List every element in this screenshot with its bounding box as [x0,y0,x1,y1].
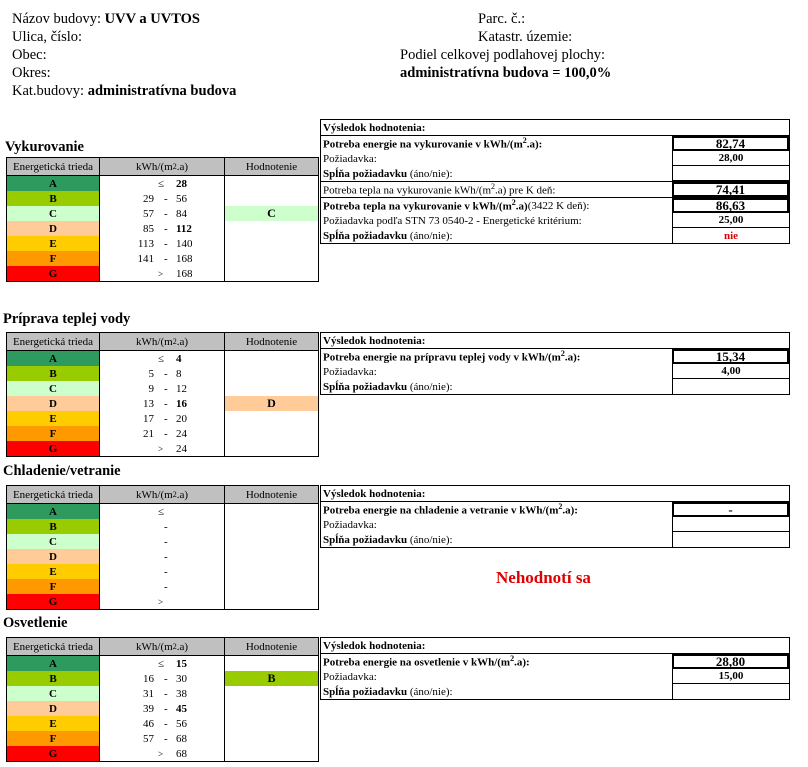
range-cell [100,579,224,594]
range-high: 8 [176,367,182,380]
range-low: 85 [143,222,154,235]
result-row [321,166,789,181]
not-rated-notice: Nehodnotí sa [496,568,591,587]
range-cell [100,266,224,281]
result-label [321,213,672,228]
range-dash: - [164,550,168,563]
result-row [321,348,789,364]
range-high: 16 [176,397,187,410]
result-label [321,654,672,669]
result-value: 28,00 [672,151,789,166]
result-label: Potreba tepla na vykurovanie v kWh/$(m^2.a)$ (3422 K deň): [323,198,590,213]
rating-cell [225,266,318,281]
class-table-header [7,486,318,504]
rating-cell [225,251,318,266]
district-label: Okres: [12,65,51,81]
rating-cell [225,519,318,534]
range-column [100,656,225,761]
result-label [321,228,672,243]
range-low: 17 [143,412,154,425]
result-value: 15,00 [672,669,789,684]
rating-column [225,504,318,609]
range-column [100,504,225,609]
class-cell-f: F [7,731,99,746]
class-cell-d: D [7,396,99,411]
range-low: 141 [137,252,154,265]
rating-cell [225,426,318,441]
range-cell [100,191,224,206]
header-unit: kWh/(m 2 .a) [100,638,225,655]
range-dash: - [164,687,168,700]
result-row [321,379,789,394]
range-dash: - [164,702,168,715]
energy-class-table [6,637,319,762]
result-row [321,197,789,213]
range-high: 45 [176,702,187,715]
range-cell [100,221,224,236]
result-label-text: Požiadavka: [323,365,377,378]
result-header: Výsledok hodnotenia: [323,639,426,652]
class-cell-f: F [7,251,99,266]
header-class: Energetická trieda [7,158,100,175]
range-dash: - [164,367,168,380]
energy-class-table [6,332,319,457]
header-class: Energetická trieda [7,638,100,655]
result-label-text: Požiadavka: [323,518,377,531]
range-low: 57 [143,207,154,220]
rating-column [225,656,318,761]
class-cell-c: C [7,381,99,396]
class-column [7,351,100,456]
class-cell-b: B [7,191,99,206]
class-cell-e: E [7,716,99,731]
range-high: 15 [176,657,187,670]
range-high: 68 [176,732,187,745]
result-header: Výsledok hodnotenia: [323,487,426,500]
range-cell [100,746,224,761]
section-title: Osvetlenie [3,615,68,631]
rating-cell [225,411,318,426]
range-cell [100,366,224,381]
category-label: Kat.budovy: [12,83,85,99]
range-cell [100,176,224,191]
header-class: Energetická trieda [7,486,100,503]
result-label-text: Spĺňa požiadavku (áno/nie): [323,380,453,393]
range-dash: - [164,192,168,205]
range-cell [100,206,224,221]
result-label [321,182,672,197]
range-cell [100,594,224,609]
result-label [321,364,672,379]
result-label-text: Požiadavka: [323,670,377,683]
range-low: 31 [143,687,154,700]
range-cell [100,686,224,701]
result-value: nie [672,228,789,243]
result-header: Výsledok hodnotenia: [323,334,426,347]
result-label-text: Potreba energie na chladenie a vetranie v kWh/$(m^2.a)$: [323,502,578,517]
category-value: administratívna budova [87,83,237,99]
section-title: Chladenie/vetranie [3,463,121,479]
result-row [321,653,789,669]
range-cell [100,396,224,411]
result-label [321,166,672,181]
result-label-text: Potreba energie na prípravu teplej vody v kWh/$(m^2.a)$: [323,349,581,364]
class-cell-e: E [7,411,99,426]
result-value: 82,74 [672,136,789,151]
class-cell-b: B [7,366,99,381]
result-row [321,501,789,517]
rating-cell [225,656,318,671]
range-high: 38 [176,687,187,700]
range-column [100,176,225,281]
class-cell-d: D [7,221,99,236]
result-value: 25,00 [672,213,789,228]
range-high: 68 [176,747,187,760]
range-cell [100,716,224,731]
range-dash: - [164,717,168,730]
range-high: 140 [176,237,193,250]
range-low: 16 [143,672,154,685]
range-low: ≤ [158,505,165,518]
result-label [321,502,672,517]
building-name-label: Názov budovy: [12,11,101,27]
result-value [672,517,789,532]
rating-value: D [225,396,318,411]
class-table-body [7,504,318,609]
rating-cell [225,176,318,191]
rating-cell [225,441,318,456]
range-dash: - [164,732,168,745]
range-dash: - [164,520,168,533]
result-value [672,684,789,699]
class-cell-c: C [7,534,99,549]
section-title: Príprava teplej vody [3,311,131,327]
range-cell [100,426,224,441]
rating-cell [225,366,318,381]
header-rating: Hodnotenie [245,335,298,348]
class-table-body [7,351,318,456]
range-column [100,351,225,456]
range-dash: - [164,427,168,440]
result-header-row [321,333,789,348]
class-cell-b: B [7,519,99,534]
header-rating: Hodnotenie [245,488,298,501]
class-cell-d: D [7,549,99,564]
range-dash: - [164,237,168,250]
range-dash: - [164,672,168,685]
class-cell-b: B [7,671,99,686]
result-label-text: Spĺňa požiadavku (áno/nie): [323,229,453,242]
street-label: Ulica, číslo: [12,29,83,45]
range-high: 24 [176,442,187,455]
result-value: 74,41 [672,182,789,197]
rating-cell [225,564,318,579]
result-row [321,517,789,532]
header-rating: Hodnotenie [245,160,298,173]
range-cell [100,251,224,266]
result-value: 15,34 [672,349,789,364]
range-dash: - [164,382,168,395]
range-dash: - [164,222,168,235]
range-dash: - [164,535,168,548]
floor-share-label: Podiel celkovej podlahovej plochy: [400,47,605,63]
result-table [320,485,790,548]
range-cell [100,236,224,251]
result-label-text: Potreba energie na vykurovanie v kWh/$(m^2.a)$: [323,136,543,151]
range-low: > [158,596,164,607]
range-low: 21 [143,427,154,440]
result-value: - [672,502,789,517]
range-low: > [158,748,164,759]
range-low: 46 [143,717,154,730]
class-cell-f: F [7,579,99,594]
header-unit: kWh/(m 2 .a) [100,158,225,175]
range-low: > [158,443,164,454]
class-table-body [7,656,318,761]
result-label [321,517,672,532]
class-cell-a: A [7,176,99,191]
class-table-body [7,176,318,281]
municipality-label: Obec: [12,47,47,63]
range-cell [100,564,224,579]
rating-cell [225,351,318,366]
result-header-row [321,486,789,501]
result-table [320,332,790,395]
range-high: 28 [176,177,187,190]
rating-cell [225,716,318,731]
rating-cell [225,686,318,701]
rating-cell [225,594,318,609]
range-low: 5 [148,367,154,380]
result-label [321,349,672,364]
header-rating: Hodnotenie [245,640,298,653]
range-high: 168 [176,267,193,280]
result-label-text: Potreba tepla na vykurovanie kWh/$(m^2.a)$ pre K deň: [323,182,556,197]
cadastral-label: Katastr. územie: [478,29,573,45]
result-row [321,181,789,197]
rating-column [225,351,318,456]
class-cell-a: A [7,351,99,366]
range-dash: - [164,412,168,425]
range-low: 13 [143,397,154,410]
range-high: 112 [176,222,192,235]
range-cell [100,441,224,456]
class-cell-d: D [7,701,99,716]
class-table-header [7,333,318,351]
class-cell-g: G [7,441,99,456]
building-name-value: UVV a UVTOS [104,11,200,27]
result-label-text: Spĺňa požiadavku (áno/nie): [323,685,453,698]
range-cell [100,351,224,366]
result-row [321,135,789,151]
result-header-row [321,120,789,135]
result-label [321,379,672,394]
rating-cell [225,746,318,761]
range-cell [100,671,224,686]
result-row [321,684,789,699]
energy-class-table [6,485,319,610]
rating-cell [225,191,318,206]
rating-cell [225,381,318,396]
class-cell-g: G [7,266,99,281]
range-low: 113 [137,237,154,250]
class-cell-c: C [7,206,99,221]
result-label [321,151,672,166]
rating-cell [225,504,318,519]
class-column [7,656,100,761]
rating-cell [225,579,318,594]
range-cell [100,381,224,396]
class-column [7,176,100,281]
energy-class-table [6,157,319,282]
result-label [321,532,672,547]
result-value: 28,80 [672,654,789,669]
section-title: Vykurovanie [5,139,84,155]
range-cell [100,411,224,426]
range-low: ≤ [158,352,165,365]
rating-cell [225,221,318,236]
range-cell [100,549,224,564]
rating-cell [225,701,318,716]
range-cell [100,731,224,746]
rating-value: C [225,206,318,221]
range-high: 168 [176,252,193,265]
result-label-text: Požiadavka podľa STN 73 0540-2 - Energetické kritérium: [323,214,582,227]
range-dash: - [164,397,168,410]
rating-cell [225,236,318,251]
range-low: ≤ [158,177,165,190]
building-name-line [12,11,200,29]
range-dash: - [164,252,168,265]
range-high: 56 [176,717,187,730]
result-value: 4,00 [672,364,789,379]
rating-value: B [225,671,318,686]
result-label-text: Potreba energie na osvetlenie v kWh/$(m^2.a)$: [323,654,530,669]
header-class: Energetická trieda [7,333,100,350]
result-label [321,669,672,684]
result-value [672,532,789,547]
range-low: ≤ [158,657,165,670]
result-label-text: Spĺňa požiadavku (áno/nie): [323,533,453,546]
range-low: 57 [143,732,154,745]
range-cell [100,504,224,519]
result-table [320,637,790,700]
result-label-text: Požiadavka: [323,152,377,165]
range-cell [100,519,224,534]
category-line [12,83,236,101]
range-low: 29 [143,192,154,205]
class-table-header [7,158,318,176]
rating-cell [225,549,318,564]
result-row [321,213,789,228]
range-cell [100,701,224,716]
result-label [321,684,672,699]
range-cell [100,534,224,549]
rating-cell [225,731,318,746]
class-column [7,504,100,609]
range-dash: - [164,565,168,578]
range-low: > [158,268,164,279]
header-unit: kWh/(m 2 .a) [100,486,225,503]
class-cell-g: G [7,746,99,761]
range-dash: - [164,580,168,593]
result-table [320,119,790,244]
result-row [321,228,789,243]
class-cell-c: C [7,686,99,701]
range-high: 30 [176,672,187,685]
class-table-header [7,638,318,656]
class-cell-g: G [7,594,99,609]
range-high: 4 [176,352,182,365]
range-high: 12 [176,382,187,395]
rating-cell [225,534,318,549]
class-cell-a: A [7,504,99,519]
floor-share-value: administratívna budova = 100,0% [400,65,612,81]
range-dash: - [164,207,168,220]
range-high: 24 [176,427,187,440]
range-low: 9 [148,382,154,395]
result-label-text: Spĺňa požiadavku (áno/nie): [323,167,453,180]
range-high: 20 [176,412,187,425]
class-cell-a: A [7,656,99,671]
range-low: 39 [143,702,154,715]
result-value [672,379,789,394]
class-cell-f: F [7,426,99,441]
class-cell-e: E [7,236,99,251]
result-label-text: Potreba tepla na vykurovanie v kWh/$(m^2.a)$ [323,198,528,213]
result-value [672,166,789,181]
result-label [321,136,672,151]
class-cell-e: E [7,564,99,579]
result-row [321,669,789,684]
range-cell [100,656,224,671]
result-row [321,364,789,379]
parcel-label: Parc. č.: [478,11,526,27]
result-row [321,151,789,166]
header-unit: kWh/(m 2 .a) [100,333,225,350]
rating-column [225,176,318,281]
result-value: 86,63 [672,198,789,213]
result-header-row [321,638,789,653]
result-row [321,532,789,547]
range-high: 56 [176,192,187,205]
range-high: 84 [176,207,187,220]
result-header: Výsledok hodnotenia: [323,121,426,134]
